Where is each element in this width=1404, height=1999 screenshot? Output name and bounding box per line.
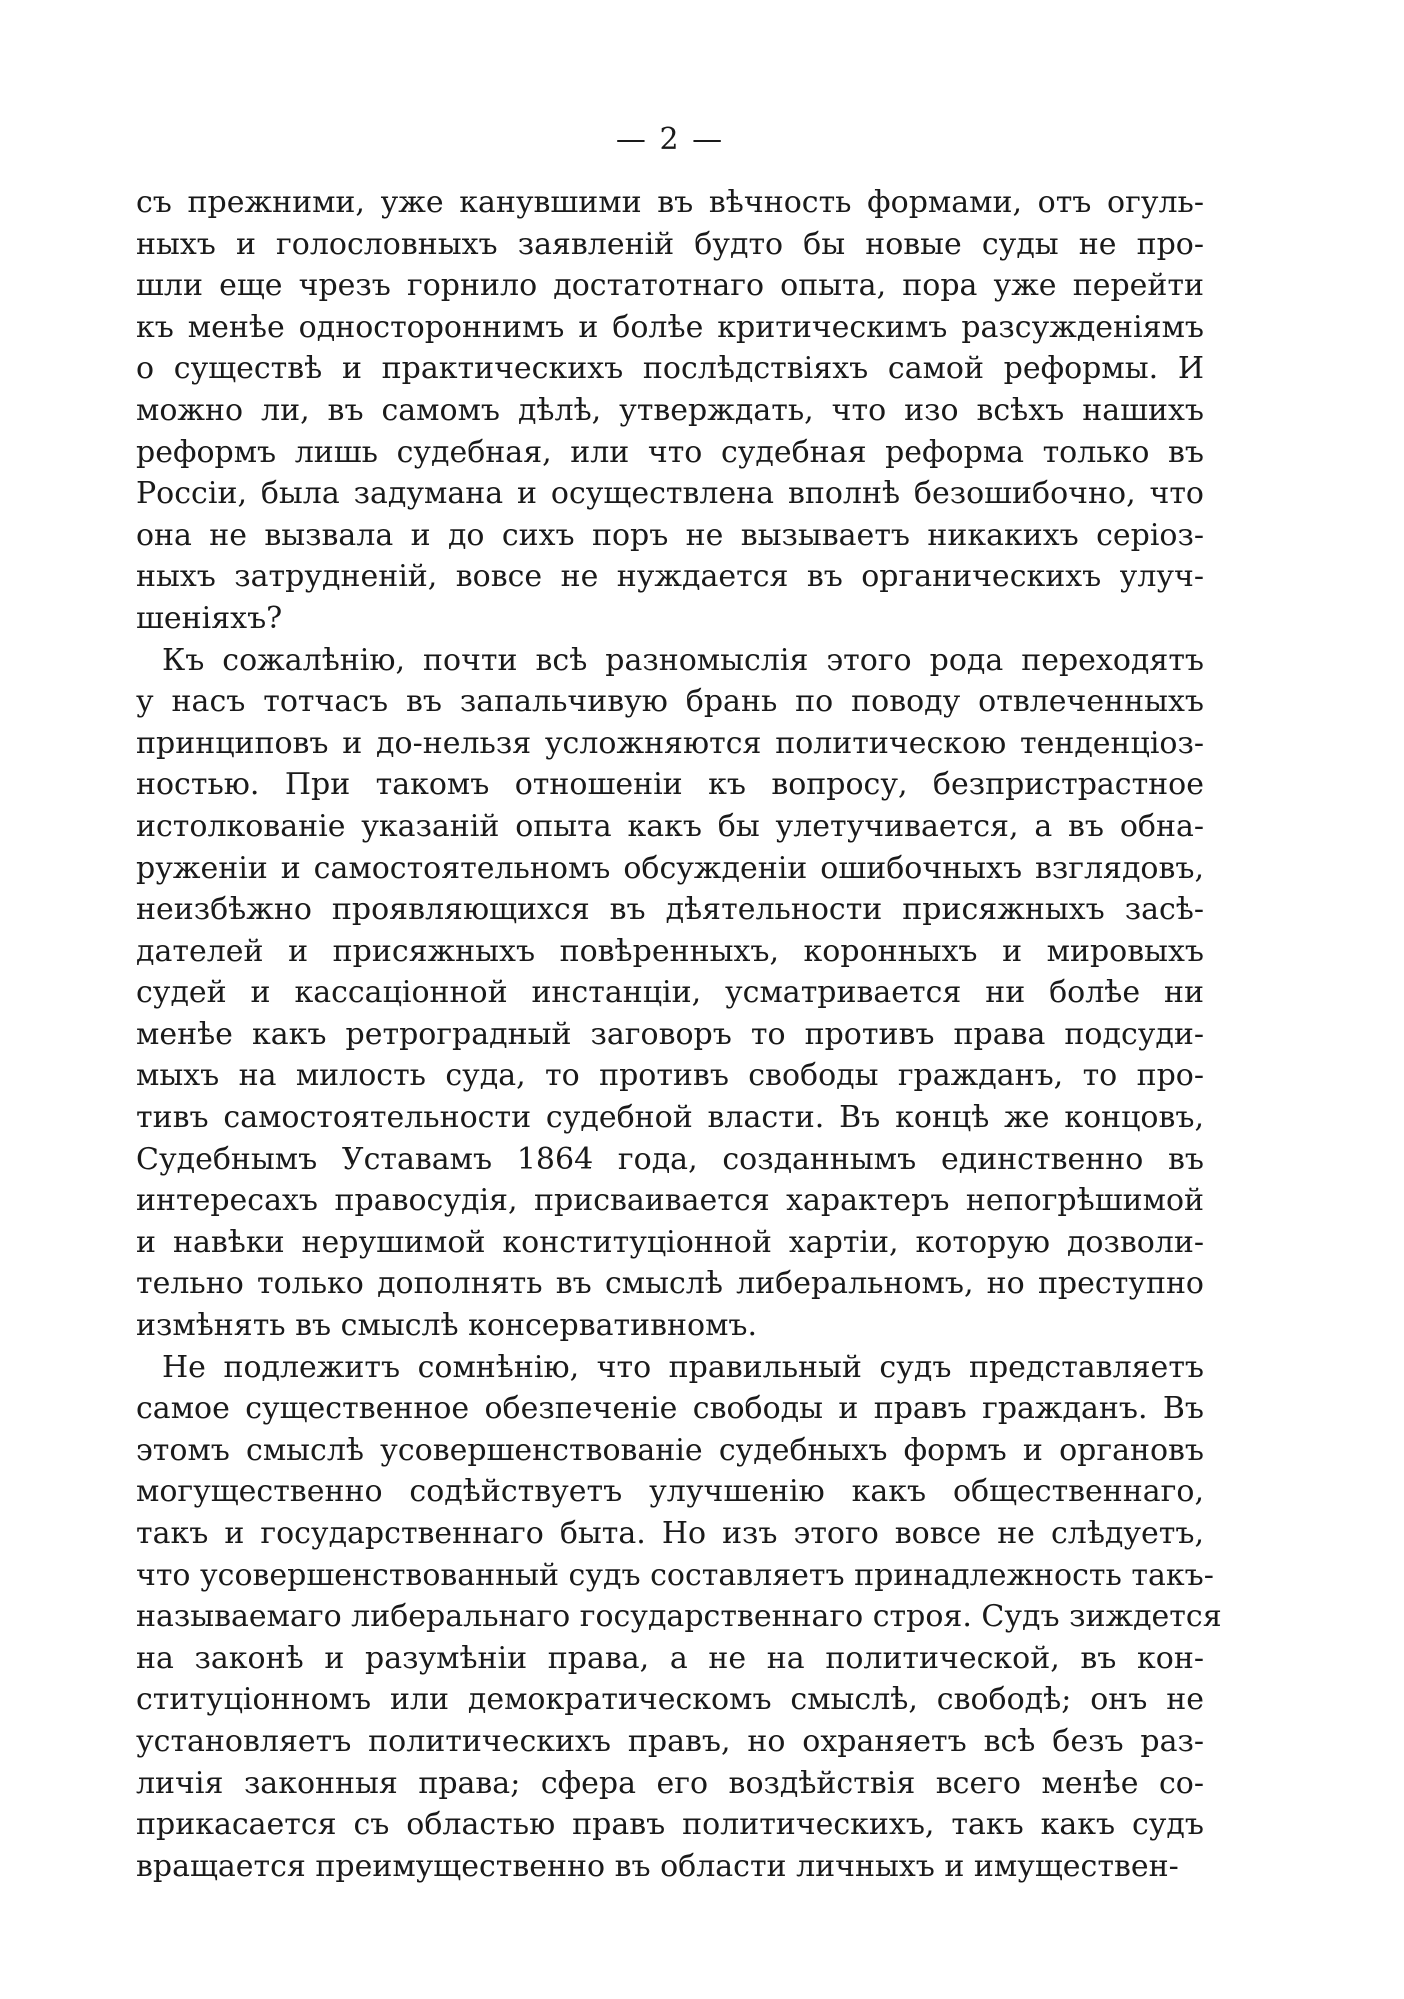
text-line: дателей и присяжныхъ повѣренныхъ, коронныхъ и мировыхъ <box>136 933 1204 969</box>
text-line: Не подлежитъ сомнѣнію, что правильный судъ представляетъ <box>162 1349 1204 1385</box>
text-line: могущественно содѣйствуетъ улучшенію какъ общественнаго, <box>136 1474 1204 1510</box>
text-line: у насъ тотчасъ въ запальчивую брань по поводу отвлеченныхъ <box>136 684 1204 720</box>
text-line: на законѣ и разумѣніи права, а не на политической, въ кон- <box>136 1640 1204 1676</box>
text-line: называемаго либеральнаго государственнаго строя. Судъ зиждется <box>136 1599 1222 1635</box>
text-line: къ менѣе одностороннимъ и болѣе критическимъ разсужденіямъ <box>136 309 1204 345</box>
text-line: судей и кассаціонной инстанціи, усматривается ни болѣе ни <box>136 975 1204 1011</box>
text-line: можно ли, въ самомъ дѣлѣ, утверждать, что изо всѣхъ нашихъ <box>136 392 1204 428</box>
document-page <box>136 120 1222 1887</box>
text-line: вращается преимущественно въ области личныхъ и имуществен- <box>136 1848 1179 1884</box>
paragraph <box>136 640 1204 1347</box>
text-line: ституціонномъ или демократическомъ смыслѣ, свободѣ; онъ не <box>136 1682 1204 1718</box>
text-line: личія законныя права; сфера его воздѣйствія всего менѣе со- <box>136 1765 1204 1801</box>
text-line: съ прежними, уже канувшими въ вѣчность формами, отъ огуль- <box>136 185 1204 220</box>
text-line: ныхъ и голословныхъ заявленій будто бы новые суды не про- <box>136 226 1204 262</box>
text-line: реформъ лишь судебная, или что судебная реформа только въ <box>136 434 1204 470</box>
text-line: что усовершенствованный судъ составляетъ принадлежность такъ- <box>136 1557 1214 1593</box>
text-line: ностью. При такомъ отношеніи къ вопросу, безпристрастное <box>136 767 1204 803</box>
text-line: ныхъ затрудненій, вовсе не нуждается въ органическихъ улуч- <box>136 559 1204 595</box>
text-line: Къ сожалѣнію, почти всѣ разномыслія этого рода переходятъ <box>162 642 1204 678</box>
text-line: такъ и государственнаго быта. Но изъ этого вовсе не слѣдуетъ, <box>136 1516 1204 1551</box>
text-line: Россіи, была задумана и осуществлена вполнѣ безошибочно, что <box>136 476 1204 512</box>
text-line: менѣе какъ ретроградный заговоръ то противъ права подсуди- <box>136 1016 1204 1052</box>
paragraph <box>136 182 1204 640</box>
text-line: интересахъ правосудія, присваивается характеръ непогрѣшимой <box>136 1183 1204 1219</box>
text-line: измѣнять въ смыслѣ консервативномъ. <box>136 1308 758 1344</box>
text-line: она не вызвала и до сихъ поръ не вызываетъ никакихъ серіоз- <box>136 517 1204 553</box>
text-body <box>136 182 1222 1887</box>
paragraph <box>136 1347 1222 1888</box>
page-number: — 2 — <box>615 122 725 157</box>
text-line: самое существенное обезпеченіе свободы и правъ гражданъ. Въ <box>136 1391 1204 1427</box>
text-line: тельно только дополнять въ смыслѣ либеральномъ, но преступно <box>136 1266 1204 1302</box>
text-line: шеніяхъ? <box>136 600 283 636</box>
text-line: тивъ самостоятельности судебной власти. Въ концѣ же концовъ, <box>136 1100 1204 1136</box>
text-line: Судебнымъ Уставамъ 1864 года, созданнымъ единственно въ <box>136 1141 1204 1177</box>
text-line: о существѣ и практическихъ послѣдствіяхъ самой реформы. И <box>136 351 1204 387</box>
text-line: этомъ смыслѣ усовершенствованіе судебныхъ формъ и органовъ <box>136 1432 1204 1468</box>
text-line: установляетъ политическихъ правъ, но охраняетъ всѣ безъ раз- <box>136 1723 1204 1759</box>
text-line: истолкованіе указаній опыта какъ бы улетучивается, а въ обна- <box>136 808 1204 844</box>
text-line: мыхъ на милость суда, то противъ свободы гражданъ, то про- <box>136 1058 1204 1094</box>
text-line: прикасается съ областью правъ политическихъ, такъ какъ судъ <box>136 1807 1204 1843</box>
text-line: неизбѣжно проявляющихся въ дѣятельности присяжныхъ засѣ- <box>136 892 1204 928</box>
text-line: руженіи и самостоятельномъ обсужденіи ошибочныхъ взглядовъ, <box>136 850 1204 886</box>
text-line: шли еще чрезъ горнило достатотнаго опыта, пора уже перейти <box>136 268 1204 304</box>
text-line: принциповъ и до-нельзя усложняются политическою тенденціоз- <box>136 725 1204 761</box>
text-line: и навѣки нерушимой конституціонной хартіи, которую дозволи- <box>136 1224 1204 1260</box>
